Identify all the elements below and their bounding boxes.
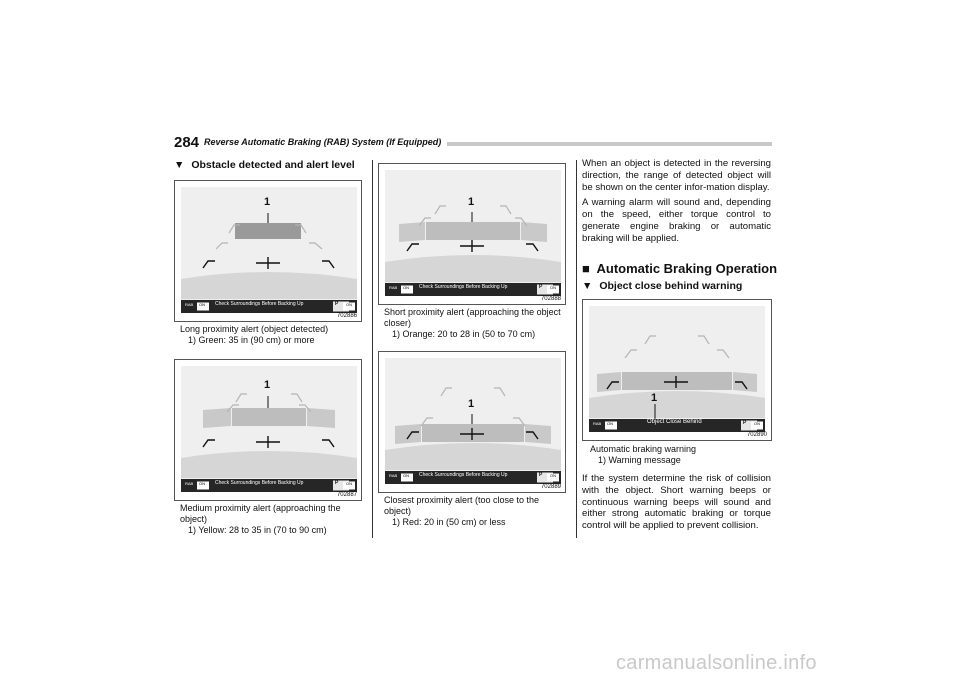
caption-closest: Closest proximity alert (too close to the object) 1) Red: 20 in (50 cm) or less xyxy=(384,495,540,527)
figure-closest-proximity xyxy=(378,351,566,493)
section-heading-automatic-braking: ■ Automatic Braking Operation xyxy=(582,261,778,276)
callout-number: 1 xyxy=(468,398,475,410)
caption-medium: Medium proximity alert (approaching the object) 1) Yellow: 28 to 35 in (70 to 90 cm) xyxy=(180,503,341,535)
rab-label: RAB xyxy=(593,421,602,426)
figure-number: 702890 xyxy=(746,432,767,438)
bullet-icon: ▼ xyxy=(582,280,593,292)
rab-on-badge: ON xyxy=(199,481,205,486)
display-screen xyxy=(385,358,561,484)
page-title: Reverse Automatic Braking (RAB) System (If Equipped) xyxy=(204,137,447,147)
p-on-badge: ON xyxy=(550,285,556,290)
column-divider-2 xyxy=(576,160,577,538)
paragraph-detection: When an object is detected in the reversing direction, the range of detected object will be shown on the center infor-mation display. xyxy=(582,158,771,193)
rab-on-badge: ON xyxy=(403,473,409,478)
paragraph-warning: A warning alarm will sound and, depending on the speed, either torque control to generate engine braking or automatic braking will be applied. xyxy=(582,197,771,244)
square-bullet-icon: ■ xyxy=(582,261,590,276)
caption-short: Short proximity alert (approaching the object closer) 1) Orange: 20 to 28 in (50 to 70 cm) xyxy=(384,307,561,339)
object-close-behind-message: Object Close Behind xyxy=(647,419,702,425)
figure-number: 702889 xyxy=(540,484,561,490)
caption-long: Long proximity alert (object detected) 1) Green: 35 in (90 cm) or more xyxy=(180,324,329,345)
figure-automatic-braking xyxy=(582,299,772,441)
figure-number: 702886 xyxy=(336,313,357,319)
rab-label: RAB xyxy=(185,302,194,307)
parking-icon: P xyxy=(335,301,339,307)
figure-number: 702887 xyxy=(336,492,357,498)
callout-number: 1 xyxy=(264,379,271,391)
figure-long-proximity xyxy=(174,180,362,322)
watermark: carmanualsonline.info xyxy=(616,652,817,674)
rab-on-badge: ON xyxy=(199,302,205,307)
display-screen xyxy=(589,306,765,432)
rab-on-badge: ON xyxy=(607,421,613,426)
parking-icon: P xyxy=(539,472,543,478)
figure-medium-proximity xyxy=(174,359,362,501)
rab-label: RAB xyxy=(389,285,398,290)
intro-text xyxy=(582,158,771,249)
page-number: 284 xyxy=(174,134,200,151)
p-on-badge: ON xyxy=(346,481,352,486)
p-on-badge: ON xyxy=(550,473,556,478)
bullet-icon: ▼ xyxy=(174,159,185,171)
caption-braking: Automatic braking warning 1) Warning message xyxy=(590,444,697,465)
callout-number: 1 xyxy=(468,196,475,208)
p-on-badge: ON xyxy=(346,302,352,307)
collision-text xyxy=(582,473,771,536)
rab-label: RAB xyxy=(389,473,398,478)
parking-icon: P xyxy=(743,420,747,426)
reverse-message: Check Surroundings Before Backing Up xyxy=(419,284,508,290)
callout-number: 1 xyxy=(264,196,271,208)
subsection-heading-object-close: ▼ Object close behind warning xyxy=(582,280,743,292)
section-heading-obstacle: ▼ Obstacle detected and alert level xyxy=(174,159,355,171)
display-screen xyxy=(385,170,561,296)
reverse-message: Check Surroundings Before Backing Up xyxy=(419,472,508,478)
parking-icon: P xyxy=(539,284,543,290)
reverse-message: Check Surroundings Before Backing Up xyxy=(215,480,304,486)
figure-short-proximity xyxy=(378,163,566,305)
page-header xyxy=(174,134,772,152)
p-on-badge: ON xyxy=(754,421,760,426)
figure-number: 702888 xyxy=(540,296,561,302)
callout-number: 1 xyxy=(651,392,658,404)
parking-icon: P xyxy=(335,480,339,486)
reverse-message: Check Surroundings Before Backing Up xyxy=(215,301,304,307)
column-divider-1 xyxy=(372,160,373,538)
paragraph-collision: If the system determine the risk of collision with the object. Short warning beeps or continuous warning beeps will sound and either strong automatic braking or torque control will be applied to prevent collision. xyxy=(582,473,771,532)
rab-on-badge: ON xyxy=(403,285,409,290)
rab-label: RAB xyxy=(185,481,194,486)
